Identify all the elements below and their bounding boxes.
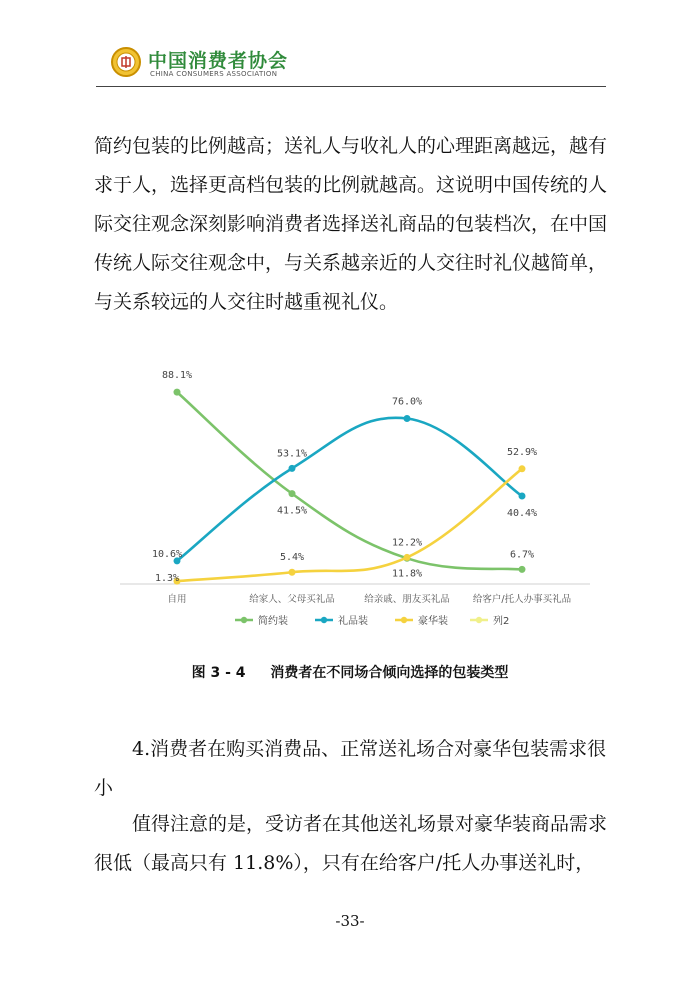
page-header xyxy=(110,46,615,86)
paragraph-2 xyxy=(94,730,614,808)
legend-marker xyxy=(321,617,327,623)
header-divider xyxy=(96,86,606,87)
org-name: 中国消费者协会 xyxy=(148,50,289,72)
paragraph-line: 4.消费者在购买消费品、正常送礼场合对豪华包装需求很 xyxy=(132,738,607,760)
cca-logo-icon xyxy=(110,46,142,78)
x-tick-label: 给客户/托人办事买礼品 xyxy=(472,594,572,605)
data-label: 40.4% xyxy=(506,508,538,520)
paragraph-line: 值得注意的是，受访者在其他送礼场景对豪华装商品需求 xyxy=(132,813,608,835)
paragraph-line: 小 xyxy=(94,777,114,799)
data-label: 53.1% xyxy=(276,448,308,460)
x-tick-label: 给家人、父母买礼品 xyxy=(249,594,335,605)
figure-number: 图 3 - 4 xyxy=(191,665,246,681)
legend-marker xyxy=(476,617,482,623)
data-label: 12.2% xyxy=(391,537,423,549)
data-label: 11.8% xyxy=(391,568,423,580)
legend-label: 豪华装 xyxy=(418,616,448,627)
figure-caption xyxy=(0,662,700,682)
data-point xyxy=(519,465,526,472)
paragraph-line: 传统人际交往观念中，与关系越亲近的人交往时礼仪越简单， xyxy=(94,252,608,274)
data-label: 52.9% xyxy=(506,446,538,458)
x-tick-label: 自用 xyxy=(167,594,187,605)
paragraph-line: 与关系较远的人交往时越重视礼仪。 xyxy=(94,291,399,313)
data-label: 88.1% xyxy=(161,370,193,382)
data-label: 76.0% xyxy=(391,396,423,408)
paragraph-line: 际交往观念深刻影响消费者选择送礼商品的包装档次，在中国 xyxy=(94,213,608,235)
paragraph-1 xyxy=(94,127,614,322)
legend-label: 列2 xyxy=(493,616,510,627)
data-label: 6.7% xyxy=(509,549,535,561)
data-label: 41.5% xyxy=(276,505,308,517)
data-point xyxy=(289,569,296,576)
packaging-line-chart xyxy=(110,340,600,640)
data-point xyxy=(404,554,411,561)
data-point xyxy=(289,465,296,472)
paragraph-line: 很低（最高只有 11.8%），只有在给客户/托人办事送礼时， xyxy=(94,852,595,874)
figure-title: 消费者在不同场合倾向选择的包装类型 xyxy=(270,665,509,681)
page-number: -33- xyxy=(335,912,365,930)
paragraph-3 xyxy=(94,805,614,883)
series-line xyxy=(177,469,522,581)
x-tick-label: 给亲戚、朋友买礼品 xyxy=(364,594,450,605)
data-point xyxy=(289,490,296,497)
legend-label: 简约装 xyxy=(258,616,288,627)
data-point xyxy=(519,566,526,573)
legend-marker xyxy=(401,617,407,623)
org-name-en: CHINA CONSUMERS ASSOCIATION xyxy=(150,70,278,78)
data-label: 10.6% xyxy=(151,548,183,560)
paragraph-line: 简约包装的比例越高；送礼人与收礼人的心理距离越远，越有 xyxy=(94,135,608,157)
data-point xyxy=(404,415,411,422)
data-point xyxy=(519,493,526,500)
data-label: 5.4% xyxy=(279,552,305,564)
legend-label: 礼品装 xyxy=(338,616,368,627)
data-point xyxy=(174,389,181,396)
legend-marker xyxy=(241,617,247,623)
paragraph-line: 求于人，选择更高档包装的比例就越高。这说明中国传统的人 xyxy=(94,174,608,196)
series-line xyxy=(177,392,522,569)
data-label: 1.3% xyxy=(154,573,180,585)
